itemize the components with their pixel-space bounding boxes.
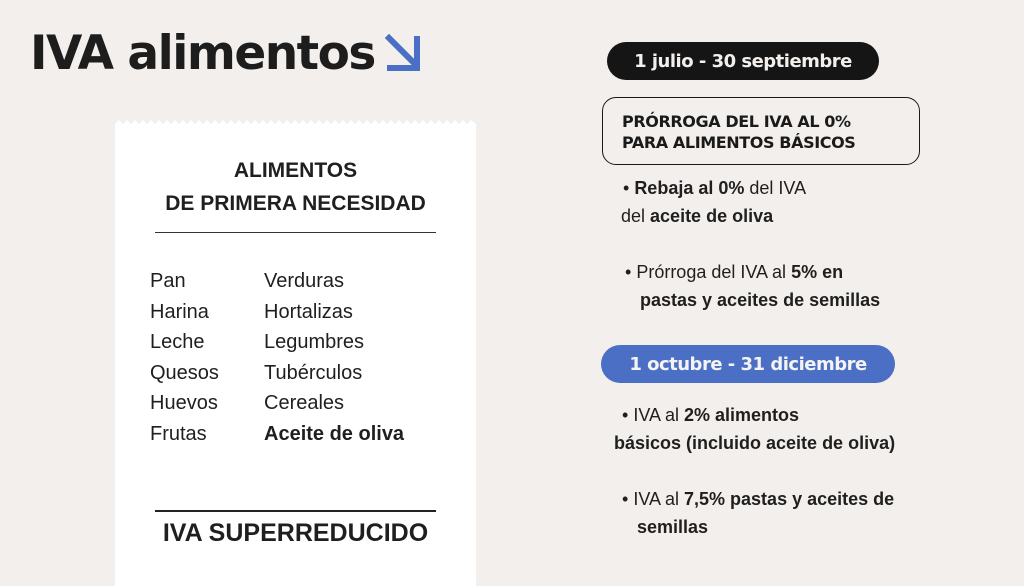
period1-bullet-1: • Rebaja al 0% del IVA del aceite de oliva bbox=[621, 178, 807, 226]
bullet-bold: semillas bbox=[637, 517, 709, 537]
food-item: Verduras bbox=[264, 270, 345, 292]
page-title bbox=[30, 26, 425, 81]
receipt-divider-top bbox=[155, 232, 436, 233]
bullet-bold: básicos (incluido aceite de oliva) bbox=[614, 433, 896, 453]
bullet-bold: 2% alimentos bbox=[684, 405, 800, 425]
bullet-bold: pastas y aceites de semillas bbox=[640, 290, 881, 310]
period2-date-badge: 1 octubre - 31 diciembre bbox=[601, 345, 895, 383]
food-item: Huevos bbox=[150, 392, 218, 415]
food-item: Frutas bbox=[150, 422, 207, 445]
bullet-bold: 7,5% pastas y aceites de bbox=[684, 489, 895, 509]
receipt-card bbox=[115, 126, 476, 586]
bullet-text: del IVA bbox=[744, 178, 807, 198]
box-line1: PRÓRROGA DEL IVA AL 0% bbox=[622, 112, 851, 131]
food-item-highlight: Aceite de oliva bbox=[264, 422, 405, 445]
period1-bullet-2: • Prórroga del IVA al 5% en pastas y aceites de semillas bbox=[625, 262, 881, 310]
food-item: Harina bbox=[150, 300, 209, 323]
bullet-bold: Rebaja al 0% bbox=[634, 178, 745, 198]
food-item: Quesos bbox=[150, 361, 219, 384]
bullet-bold: aceite de oliva bbox=[650, 206, 774, 226]
bullet-bold: 5% en bbox=[791, 262, 844, 282]
bullet-text: Prórroga del IVA al bbox=[636, 262, 792, 282]
receipt-heading-line1: ALIMENTOS bbox=[233, 159, 358, 182]
food-item: Legumbres bbox=[264, 331, 365, 354]
food-item: Tubérculos bbox=[264, 361, 363, 384]
bullet-text: del bbox=[621, 206, 651, 226]
period2-bullet-1: • IVA al 2% alimentos básicos (incluido aceite de oliva) bbox=[614, 405, 896, 453]
food-item: Cereales bbox=[264, 392, 345, 415]
receipt-heading-line2: DE PRIMERA NECESIDAD bbox=[165, 192, 426, 215]
receipt-divider-bottom bbox=[155, 510, 436, 512]
box-line2: PARA ALIMENTOS BÁSICOS bbox=[622, 133, 856, 152]
period2-bullet-2: • IVA al 7,5% pastas y aceites de semillas bbox=[622, 489, 895, 537]
arrow-down-right-icon bbox=[381, 32, 425, 76]
food-item: Leche bbox=[150, 331, 205, 354]
food-list-column-2 bbox=[264, 266, 404, 450]
bullet-text: IVA al bbox=[633, 489, 685, 509]
food-item: Hortalizas bbox=[264, 300, 353, 323]
period1-date-badge: 1 julio - 30 septiembre bbox=[607, 42, 879, 80]
food-item: Pan bbox=[150, 270, 186, 292]
title-text: IVA alimentos bbox=[30, 26, 375, 81]
bullet-text: IVA al bbox=[633, 405, 685, 425]
period1-extension-box bbox=[602, 97, 920, 165]
receipt-footer: IVA SUPERREDUCIDO bbox=[162, 519, 429, 547]
food-list-column-1 bbox=[150, 266, 219, 450]
